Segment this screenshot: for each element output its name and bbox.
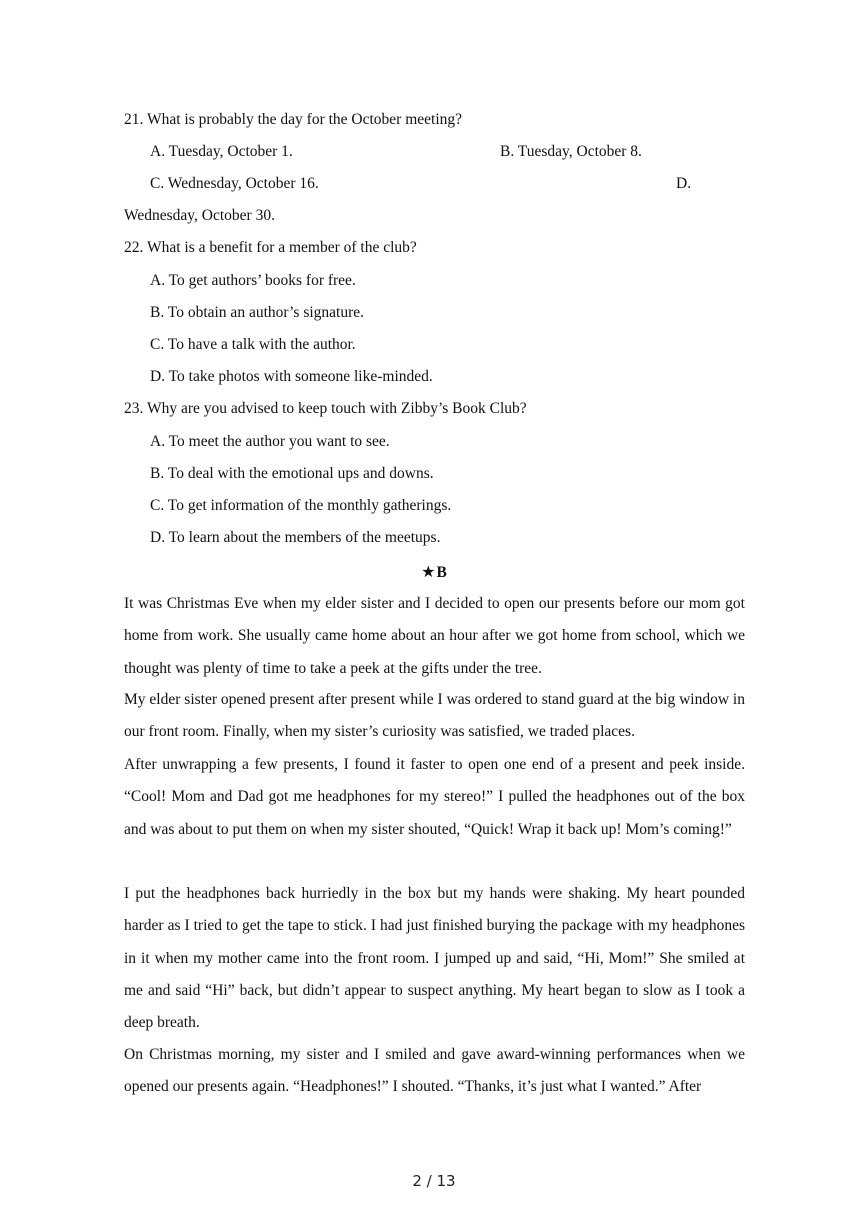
question-22-option-c: C. To have a talk with the author. — [150, 336, 356, 353]
passage-paragraph-3: After unwrapping a few presents, I found it faster to open one end of a present and peek inside. “Cool! Mom and Dad got me headphones for my stereo!” I pulled the headphones out of the box and was about to put them on when my sister shouted, “Quick! Wrap it back up! Mom’s coming!” — [124, 756, 745, 838]
question-21-option-c: C. Wednesday, October 16. — [150, 175, 319, 192]
question-21-option-d-letter: D. — [676, 175, 692, 192]
question-23-option-b: B. To deal with the emotional ups and downs. — [150, 465, 434, 482]
question-21-option-b: B. Tuesday, October 8. — [500, 143, 642, 160]
passage-paragraph-5: On Christmas morning, my sister and I smiled and gave award-winning performances when we opened our presents again. “Headphones!” I shouted. “Thanks, it’s just what I wanted.” After — [124, 1046, 745, 1096]
question-22-stem: 22. What is a benefit for a member of the club? — [124, 239, 417, 256]
section-heading — [0, 562, 868, 583]
passage-paragraph-1: It was Christmas Eve when my elder sister and I decided to open our presents before our mom got home from work. She usually came home about an hour after we got home from school, which we thought was plenty of time to take a peek at the gifts under the tree. — [124, 595, 745, 677]
question-21-stem: 21. What is probably the day for the October meeting? — [124, 111, 463, 128]
passage-paragraph-2: My elder sister opened present after present while I was ordered to stand guard at the big window in our front room. Finally, when my sister’s curiosity was satisfied, we traded places. — [124, 691, 745, 741]
question-23-stem: 23. Why are you advised to keep touch with Zibby’s Book Club? — [124, 400, 527, 417]
question-22-option-d: D. To take photos with someone like-minded. — [150, 368, 433, 385]
question-23-option-c: C. To get information of the monthly gatherings. — [150, 497, 452, 514]
section-label: B — [436, 564, 447, 581]
question-23-option-a: A. To meet the author you want to see. — [150, 433, 390, 450]
question-22-option-a: A. To get authors’ books for free. — [150, 272, 356, 289]
passage-paragraph-4: I put the headphones back hurriedly in the box but my hands were shaking. My heart pounded harder as I tried to get the tape to stick. I had just finished burying the package with my headphones in it when my mother came into the front room. I jumped up and said, “Hi, Mom!” She smiled at me and said “Hi” back, but didn’t appear to suspect anything. My heart began to slow as I took a deep breath. — [124, 885, 745, 1032]
question-21-option-a: A. Tuesday, October 1. — [150, 143, 293, 160]
question-22-option-b: B. To obtain an author’s signature. — [150, 304, 365, 321]
page-number: 2 / 13 — [412, 1172, 456, 1190]
question-23-option-d: D. To learn about the members of the meetups. — [150, 529, 441, 546]
star-icon: ★ — [421, 562, 436, 581]
question-21-option-d-text: Wednesday, October 30. — [124, 207, 275, 224]
